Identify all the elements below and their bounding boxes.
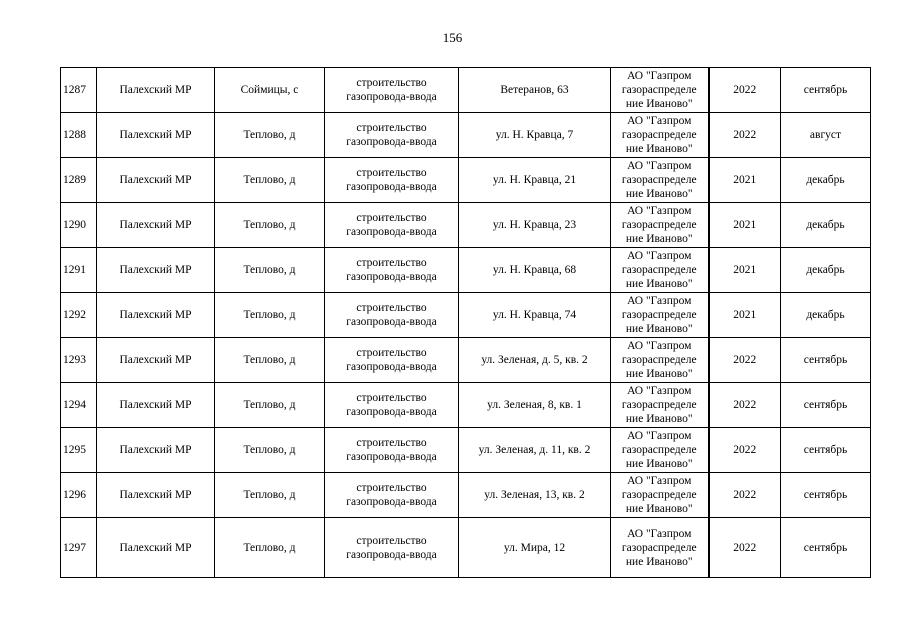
address-cell: ул. Мира, 12 — [459, 518, 611, 578]
row-number-cell: 1289 — [61, 158, 97, 203]
year-cell: 2021 — [709, 248, 781, 293]
settlement-cell: Теплово, д — [215, 113, 325, 158]
work-type-cell-line: строительство — [356, 347, 427, 359]
work-type-cell — [325, 428, 459, 473]
row-number-cell: 1296 — [61, 473, 97, 518]
year-cell: 2021 — [709, 158, 781, 203]
work-type-cell — [325, 383, 459, 428]
year-cell: 2022 — [709, 518, 781, 578]
owner-cell-line: ние Иваново" — [625, 98, 693, 110]
table-row — [61, 68, 871, 113]
owner-cell — [611, 473, 709, 518]
owner-cell-line: ние Иваново" — [625, 188, 693, 200]
owner-cell-line: газораспределе — [621, 219, 697, 231]
table-row — [61, 473, 871, 518]
work-type-cell-line: газопровода-ввода — [346, 271, 437, 283]
settlement-cell: Теплово, д — [215, 428, 325, 473]
work-type-cell-line: газопровода-ввода — [346, 361, 437, 373]
owner-cell-line: ние Иваново" — [625, 143, 693, 155]
owner-cell — [611, 518, 709, 578]
settlement-cell: Теплово, д — [215, 473, 325, 518]
year-cell: 2021 — [709, 293, 781, 338]
address-cell: ул. Н. Кравца, 21 — [459, 158, 611, 203]
work-type-cell-line: газопровода-ввода — [346, 451, 437, 463]
work-type-cell-line: строительство — [356, 302, 427, 314]
owner-cell-line: ние Иваново" — [625, 413, 693, 425]
owner-cell-line: ние Иваново" — [625, 323, 693, 335]
owner-cell-line: АО "Газпром — [627, 340, 692, 352]
year-cell: 2022 — [709, 113, 781, 158]
settlement-cell: Теплово, д — [215, 158, 325, 203]
year-cell: 2022 — [709, 338, 781, 383]
work-type-cell-line: газопровода-ввода — [346, 136, 437, 148]
work-type-cell — [325, 203, 459, 248]
row-number-cell: 1290 — [61, 203, 97, 248]
owner-cell-line: газораспределе — [621, 399, 697, 411]
month-cell: сентябрь — [781, 518, 871, 578]
month-cell: декабрь — [781, 203, 871, 248]
settlement-cell: Теплово, д — [215, 518, 325, 578]
owner-cell — [611, 113, 709, 158]
owner-cell-line: ние Иваново" — [625, 233, 693, 245]
table-row — [61, 428, 871, 473]
address-cell: ул. Зеленая, 13, кв. 2 — [459, 473, 611, 518]
owner-cell — [611, 203, 709, 248]
table-row — [61, 518, 871, 578]
work-type-cell — [325, 473, 459, 518]
owner-cell-line: газораспределе — [621, 84, 697, 96]
row-number-cell: 1293 — [61, 338, 97, 383]
table-row — [61, 113, 871, 158]
owner-cell-line: газораспределе — [621, 489, 697, 501]
owner-cell-line: АО "Газпром — [627, 527, 692, 540]
work-type-cell — [325, 338, 459, 383]
work-type-cell-line: строительство — [356, 392, 427, 404]
owner-cell-line: АО "Газпром — [627, 160, 692, 172]
work-type-cell-line: газопровода-ввода — [346, 316, 437, 328]
owner-cell-line: ние Иваново" — [625, 503, 693, 515]
year-cell: 2021 — [709, 203, 781, 248]
owner-cell-line: АО "Газпром — [627, 115, 692, 127]
row-number-cell: 1294 — [61, 383, 97, 428]
row-number-cell: 1287 — [61, 68, 97, 113]
owner-cell-line: АО "Газпром — [627, 295, 692, 307]
owner-cell-line: ние Иваново" — [625, 368, 693, 380]
owner-cell — [611, 158, 709, 203]
district-cell: Палехский МР — [97, 158, 215, 203]
row-number-cell: 1288 — [61, 113, 97, 158]
address-cell: ул. Н. Кравца, 23 — [459, 203, 611, 248]
address-cell: Ветеранов, 63 — [459, 68, 611, 113]
work-type-cell-line: строительство — [356, 122, 427, 134]
month-cell: сентябрь — [781, 68, 871, 113]
page-number: 156 — [442, 30, 463, 45]
owner-cell-line: ние Иваново" — [625, 278, 693, 290]
owner-cell-line: газораспределе — [621, 541, 697, 554]
owner-cell-line: АО "Газпром — [627, 475, 692, 487]
owner-cell-line: АО "Газпром — [627, 70, 692, 82]
work-type-cell-line: газопровода-ввода — [346, 406, 437, 418]
settlement-cell: Теплово, д — [215, 248, 325, 293]
month-cell: сентябрь — [781, 338, 871, 383]
owner-cell-line: АО "Газпром — [627, 385, 692, 397]
owner-cell-line: газораспределе — [621, 444, 697, 456]
district-cell: Палехский МР — [97, 203, 215, 248]
year-cell: 2022 — [709, 383, 781, 428]
work-type-cell — [325, 113, 459, 158]
address-cell: ул. Н. Кравца, 74 — [459, 293, 611, 338]
district-cell: Палехский МР — [97, 113, 215, 158]
table-row — [61, 158, 871, 203]
work-type-cell — [325, 248, 459, 293]
table-row — [61, 383, 871, 428]
work-type-cell-line: строительство — [356, 437, 427, 449]
address-cell: ул. Зеленая, д. 5, кв. 2 — [459, 338, 611, 383]
owner-cell-line: газораспределе — [621, 129, 697, 141]
settlement-cell: Соймицы, с — [215, 68, 325, 113]
work-type-cell — [325, 293, 459, 338]
district-cell: Палехский МР — [97, 68, 215, 113]
year-cell: 2022 — [709, 428, 781, 473]
settlement-cell: Теплово, д — [215, 383, 325, 428]
work-type-cell-line: строительство — [356, 167, 427, 179]
work-type-cell-line: газопровода-ввода — [346, 548, 437, 561]
row-number-cell: 1295 — [61, 428, 97, 473]
row-number-cell: 1291 — [61, 248, 97, 293]
work-type-cell — [325, 158, 459, 203]
work-type-cell-line: строительство — [356, 257, 427, 269]
month-cell: сентябрь — [781, 383, 871, 428]
owner-cell-line: газораспределе — [621, 174, 697, 186]
work-type-cell — [325, 68, 459, 113]
table-row — [61, 203, 871, 248]
work-type-cell-line: строительство — [356, 482, 427, 494]
work-type-cell — [325, 518, 459, 578]
owner-cell — [611, 248, 709, 293]
work-type-cell-line: газопровода-ввода — [346, 226, 437, 238]
row-number-cell: 1297 — [61, 518, 97, 578]
settlement-cell: Теплово, д — [215, 293, 325, 338]
district-cell: Палехский МР — [97, 518, 215, 578]
owner-cell-line: АО "Газпром — [627, 430, 692, 442]
owner-cell-line: газораспределе — [621, 309, 697, 321]
table-row — [61, 293, 871, 338]
month-cell: декабрь — [781, 248, 871, 293]
work-type-cell-line: газопровода-ввода — [346, 91, 437, 103]
month-cell: сентябрь — [781, 428, 871, 473]
owner-cell-line: газораспределе — [621, 264, 697, 276]
work-type-cell-line: строительство — [356, 77, 427, 89]
month-cell: сентябрь — [781, 473, 871, 518]
owner-cell-line: газораспределе — [621, 354, 697, 366]
table-row — [61, 248, 871, 293]
owner-cell — [611, 428, 709, 473]
address-cell: ул. Зеленая, д. 11, кв. 2 — [459, 428, 611, 473]
address-cell: ул. Н. Кравца, 7 — [459, 113, 611, 158]
settlement-cell: Теплово, д — [215, 338, 325, 383]
address-cell: ул. Зеленая, 8, кв. 1 — [459, 383, 611, 428]
district-cell: Палехский МР — [97, 428, 215, 473]
owner-cell — [611, 383, 709, 428]
address-cell: ул. Н. Кравца, 68 — [459, 248, 611, 293]
owner-cell-line: АО "Газпром — [627, 250, 692, 262]
work-type-cell-line: газопровода-ввода — [346, 181, 437, 193]
district-cell: Палехский МР — [97, 383, 215, 428]
month-cell: декабрь — [781, 158, 871, 203]
month-cell: декабрь — [781, 293, 871, 338]
year-cell: 2022 — [709, 473, 781, 518]
row-number-cell: 1292 — [61, 293, 97, 338]
owner-cell — [611, 338, 709, 383]
owner-cell-line: ние Иваново" — [625, 555, 693, 568]
owner-cell-line: ние Иваново" — [625, 458, 693, 470]
works-table — [60, 67, 871, 578]
owner-cell — [611, 293, 709, 338]
month-cell: август — [781, 113, 871, 158]
district-cell: Палехский МР — [97, 293, 215, 338]
table-row — [61, 338, 871, 383]
district-cell: Палехский МР — [97, 338, 215, 383]
owner-cell-line: АО "Газпром — [627, 205, 692, 217]
year-cell: 2022 — [709, 68, 781, 113]
work-type-cell-line: строительство — [356, 534, 427, 547]
settlement-cell: Теплово, д — [215, 203, 325, 248]
district-cell: Палехский МР — [97, 473, 215, 518]
owner-cell — [611, 68, 709, 113]
work-type-cell-line: газопровода-ввода — [346, 496, 437, 508]
work-type-cell-line: строительство — [356, 212, 427, 224]
district-cell: Палехский МР — [97, 248, 215, 293]
